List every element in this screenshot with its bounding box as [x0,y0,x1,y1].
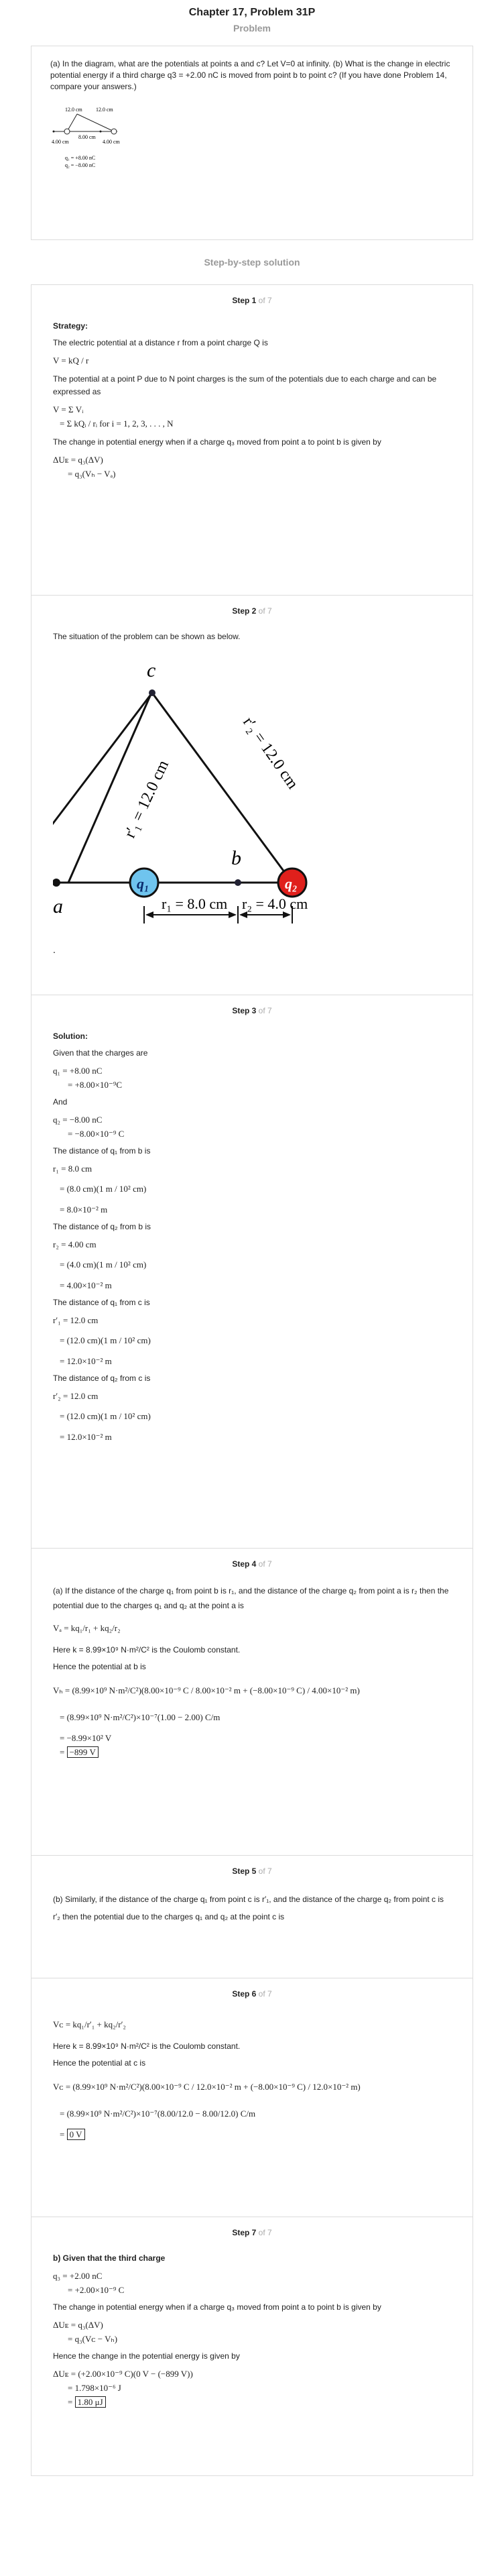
point-a [53,879,60,887]
step-1 [32,285,472,595]
equation: ΔUᴇ = (+2.00×10⁻⁹ C)(0 V − (−899 V)) [53,2369,193,2379]
boxed-answer: 0 V [67,2129,85,2140]
text: (a) If the distance of the charge q₁ from point b is r₁, and the distance of the charge q₂ from point a is r₂ then the potential due to the charges q₁ and q₂ at the point a is [53,1586,449,1610]
text: Hence the potential at b is [53,1662,146,1671]
equation: = (4.0 cm)(1 m / 10² cm) [60,1259,147,1270]
text: Given that the charges are [53,1048,148,1058]
step-heading: Step 7 of 7 [232,2228,272,2237]
step-heading: Step 5 of 7 [232,1866,272,1876]
fig-r2: 4.00 cm [103,139,120,145]
step-5 [32,1855,472,1978]
equation: r′₁ = 12.0 cm [53,1315,99,1325]
solution-label: Step-by-step solution [204,257,300,268]
dot: . [53,944,56,955]
equation: q₁ = +8.00 nC [53,1066,103,1076]
answer: = 1.80 μJ [68,2395,451,2409]
text: (b) Similarly, if the distance of the charge q₁ from point c is r′₁, and the distance of the charge q₂ from point c is r′₂ then the potential due to the charges q₁ and q₂ at the point c is [53,1895,444,1921]
step-2 [32,595,472,995]
text: b) Given that the third charge [53,2253,166,2263]
equation: = (8.99×10⁹ N·m²/C²)×10⁻⁷(8.00/12.0 − 8.00/12.0) C/m [60,2109,256,2119]
equation: ΔUᴇ = q₃(ΔV) [53,455,103,465]
point-b [235,879,241,886]
equation: = 8.0×10⁻² m [60,1205,108,1215]
text: The distance of q₂ from b is [53,1222,151,1231]
text: Hence the potential at c is [53,2058,146,2068]
label-r1: r₁ = 8.0 cm [162,895,228,912]
equation: r₁ = 8.0 cm [53,1164,92,1174]
text: And [53,1097,68,1107]
fig-r2prime: 12.0 cm [96,107,113,113]
equation: = (8.99×10⁹ N·m²/C²)×10⁻⁷(1.00 − 2.00) C/m [60,1712,220,1722]
fig-r1prime: 12.0 cm [65,107,82,113]
label-c: c [147,659,156,681]
solution-heading: Solution: [53,1031,88,1041]
equation: r′₂ = 12.0 cm [53,1391,99,1401]
step-heading: Step 2 of 7 [232,606,272,616]
point-c [149,689,155,696]
text: Here k = 8.99×10⁹ N·m²/C² is the Coulomb constant. [53,2041,241,2051]
page-title: Chapter 17, Problem 31P [188,7,316,18]
solution-card [31,284,473,2476]
equation: = q₃(Vₕ − Vₐ) [68,469,116,479]
equation: = 4.00×10⁻² m [60,1280,112,1290]
answer: = −899 V [60,1745,451,1759]
equation: Vₐ = kq₁/r₁ + kq₂/r₂ [53,1623,121,1633]
step-heading: Step 1 of 7 [232,296,272,305]
boxed-answer: 1.80 μJ [75,2396,106,2408]
problem-figure [50,102,158,182]
text: Here k = 8.99×10⁹ N·m²/C² is the Coulomb constant. [53,1645,241,1655]
equation: = q₃(Vᴄ − Vₕ) [68,2334,118,2344]
equation: = −8.99×10² V [60,1733,112,1743]
fig-mid: 8.00 cm [78,134,96,140]
label-r2prime: r′₂ = 12.0 cm [239,714,302,793]
boxed-answer: −899 V [67,1746,99,1758]
step-7 [32,2217,472,2475]
label-r1prime: r′₁ = 12.0 cm [121,757,173,841]
step-4 [32,1548,472,1855]
equation: r₂ = 4.00 cm [53,1239,97,1249]
text: The distance of q₁ from c is [53,1298,150,1307]
line-c-q1 [53,693,152,883]
fig-q1: q₁ = +8.00 nC [65,155,96,161]
strategy-label: Strategy: [53,321,88,331]
equation: = (12.0 cm)(1 m / 10² cm) [60,1411,151,1421]
text: The distance of q₂ from c is [53,1374,151,1383]
line-c-q2 [152,693,292,883]
text: Hence the change in the potential energy is given by [53,2351,240,2361]
text: The distance of q₁ from b is [53,1146,151,1156]
answer: = 0 V [60,2127,451,2141]
equation: V = kQ / r [53,355,89,366]
problem-text: (a) In the diagram, what are the potentials at points a and c? Let V=0 at infinity. (b) What is the change in electric potential energy if a third charge q3 = +2.00 nC is moved from point b to point c? (If you have done Problem 14, compare your answers.) [50,59,450,91]
equation: = (12.0 cm)(1 m / 10² cm) [60,1335,151,1345]
equation: = +8.00×10⁻⁹C [68,1080,123,1090]
equation: = 1.798×10⁻⁶ J [68,2383,121,2393]
step-heading: Step 6 of 7 [232,1989,272,1999]
equation: Vᴄ = kq₁/r′₁ + kq₂/r′₂ [53,2019,126,2029]
text: The electric potential at a distance r from a point charge Q is [53,338,268,347]
equation: = 12.0×10⁻² m [60,1356,112,1366]
equation: = (8.0 cm)(1 m / 10² cm) [60,1184,147,1194]
label-r2: r₂ = 4.0 cm [242,895,308,912]
label-b: b [231,847,241,869]
equation: q₂ = −8.00 nC [53,1115,103,1125]
step-6 [32,1978,472,2217]
equation: = Σ kQᵢ / rᵢ for i = 1, 2, 3, . . . , N [60,418,174,429]
step-heading: Step 3 of 7 [232,1006,272,1015]
step-heading: Step 4 of 7 [232,1559,272,1569]
equation: = −8.00×10⁻⁹ C [68,1129,125,1139]
problem-label: Problem [233,23,271,34]
text: The situation of the problem can be shown as below. [53,632,241,641]
label-q2: q₂ [285,875,298,892]
equation: Vᴄ = (8.99×10⁹ N·m²/C²)(8.00×10⁻⁹ C / 12.0×10⁻² m + (−8.00×10⁻⁹ C) / 12.0×10⁻² m) [53,2082,361,2092]
equation: ΔUᴇ = q₃(ΔV) [53,2320,103,2330]
equation: V = Σ Vᵢ [53,404,84,414]
equation: = +2.00×10⁻⁹ C [68,2285,125,2295]
equation: q₃ = +2.00 nC [53,2271,103,2281]
equation: = 12.0×10⁻² m [60,1432,112,1442]
label-q1: q₁ [137,875,149,892]
fig-r1: 4.00 cm [52,139,69,145]
step-3 [32,995,472,1548]
fig-q2: q₂ = −8.00 nC [65,162,96,168]
text: The change in potential energy when if a charge q₃ moved from point a to point b is given by [53,2302,381,2312]
text: The change in potential energy when if a charge q₃ moved from point a to point b is given by [53,437,381,447]
charge-diagram [53,651,455,966]
equation: Vₕ = (8.99×10⁹ N·m²/C²)(8.00×10⁻⁹ C / 8.00×10⁻² m + (−8.00×10⁻⁹ C) / 4.00×10⁻² m) [53,1685,360,1695]
label-a: a [53,895,63,917]
problem-card [31,46,473,240]
text: The potential at a point P due to N point charges is the sum of the potentials due to each charge and can be expressed as [53,374,437,396]
